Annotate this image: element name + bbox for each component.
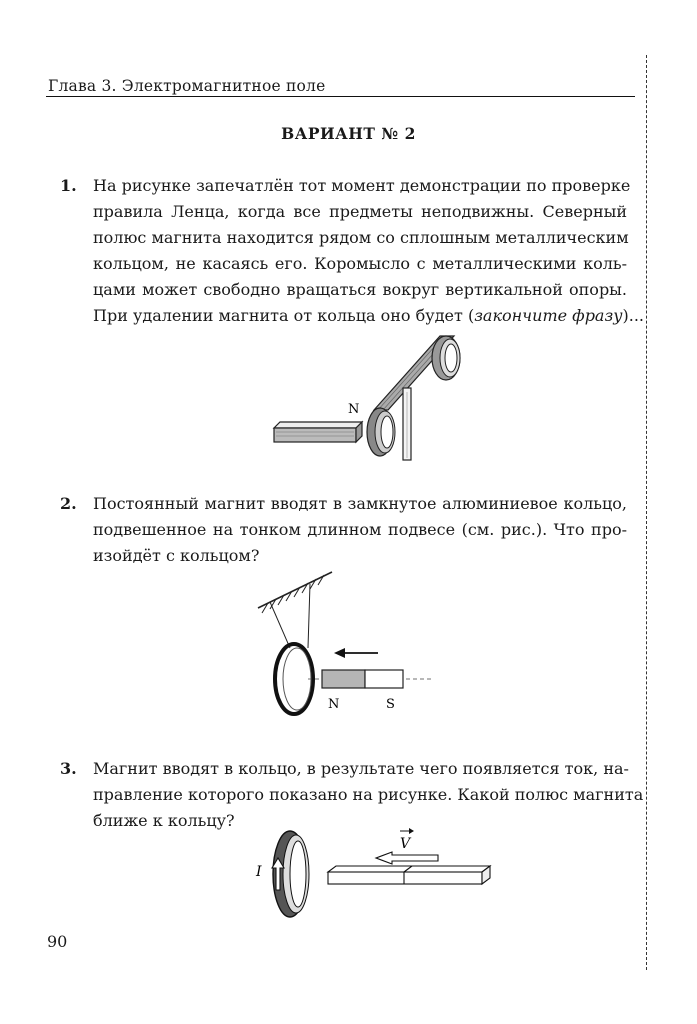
page-number: 90 — [47, 932, 68, 951]
figure-1-far-ring — [432, 336, 460, 380]
figure-2-label-s: S — [386, 697, 395, 712]
figure-2-ring — [275, 644, 313, 714]
variant-title: ВАРИАНТ № 2 — [281, 124, 416, 143]
figure-3-ring-current — [252, 828, 494, 920]
task-1-line-1: На рисунке запечатлён тот момент демонстрации по проверке — [93, 176, 631, 195]
figure-2-arrow-left — [334, 648, 378, 658]
task-1-line-4: кольцом, не касаясь его. Коромысло с металлическими коль- — [93, 254, 627, 273]
task-3-number: 3. — [60, 759, 77, 778]
task-1-line-6 — [93, 305, 644, 327]
task-1-line-3: полюс магнита находится рядом со сплошным металлическим — [93, 228, 629, 247]
task-3-line-1: Магнит вводят в кольцо, в результате чего появляется ток, на- — [93, 759, 629, 778]
figure-2-thread-right — [308, 584, 310, 648]
figure-1-support-rod — [403, 388, 411, 460]
task-2-line-2: подвешенное на тонком длинном подвесе (см. рис.). Что про- — [93, 520, 627, 539]
figure-1-label-n: N — [348, 402, 360, 417]
figure-1-near-ring — [367, 408, 395, 456]
task-2-line-1: Постоянный магнит вводят в замкнутое алюминиевое кольцо, — [93, 494, 627, 513]
figure-2-thread-left — [270, 602, 290, 648]
task-1-line-2: правила Ленца, когда все предметы неподвижны. Северный — [93, 202, 627, 221]
figure-2-label-n: N — [328, 697, 340, 712]
figure-3-motion-arrow — [376, 852, 438, 864]
figure-3-magnet — [328, 866, 490, 884]
header-rule — [46, 96, 635, 97]
page-cut-line — [646, 55, 647, 970]
task-1-hint: закончите фразу — [474, 306, 623, 325]
task-3-line-2: правление которого показано на рисунке. Какой полюс магнита — [93, 785, 644, 804]
task-2-line-3: изойдёт с кольцом? — [93, 546, 260, 565]
task-1-line-6-text: При удалении магнита от кольца оно будет ( — [93, 306, 475, 325]
task-1-tail: )... — [622, 306, 644, 325]
figure-2-magnet — [322, 670, 403, 688]
task-3-line-3: ближе к кольцу? — [93, 811, 235, 830]
figure-3-velocity-label — [400, 828, 414, 852]
figure-3-label-v: V — [400, 836, 411, 852]
figure-2-suspended-ring — [248, 568, 448, 718]
task-2-number: 2. — [60, 494, 77, 513]
figure-3-label-i: I — [256, 864, 262, 880]
figure-2-ceiling — [258, 572, 332, 613]
figure-1-magnet — [274, 422, 362, 442]
task-1-line-5: цами может свободно вращаться вокруг вертикальной опоры. — [93, 280, 627, 299]
chapter-header: Глава 3. Электромагнитное поле — [48, 77, 326, 95]
task-1-number: 1. — [60, 176, 77, 195]
figure-1-lenz-rocker — [270, 330, 470, 465]
